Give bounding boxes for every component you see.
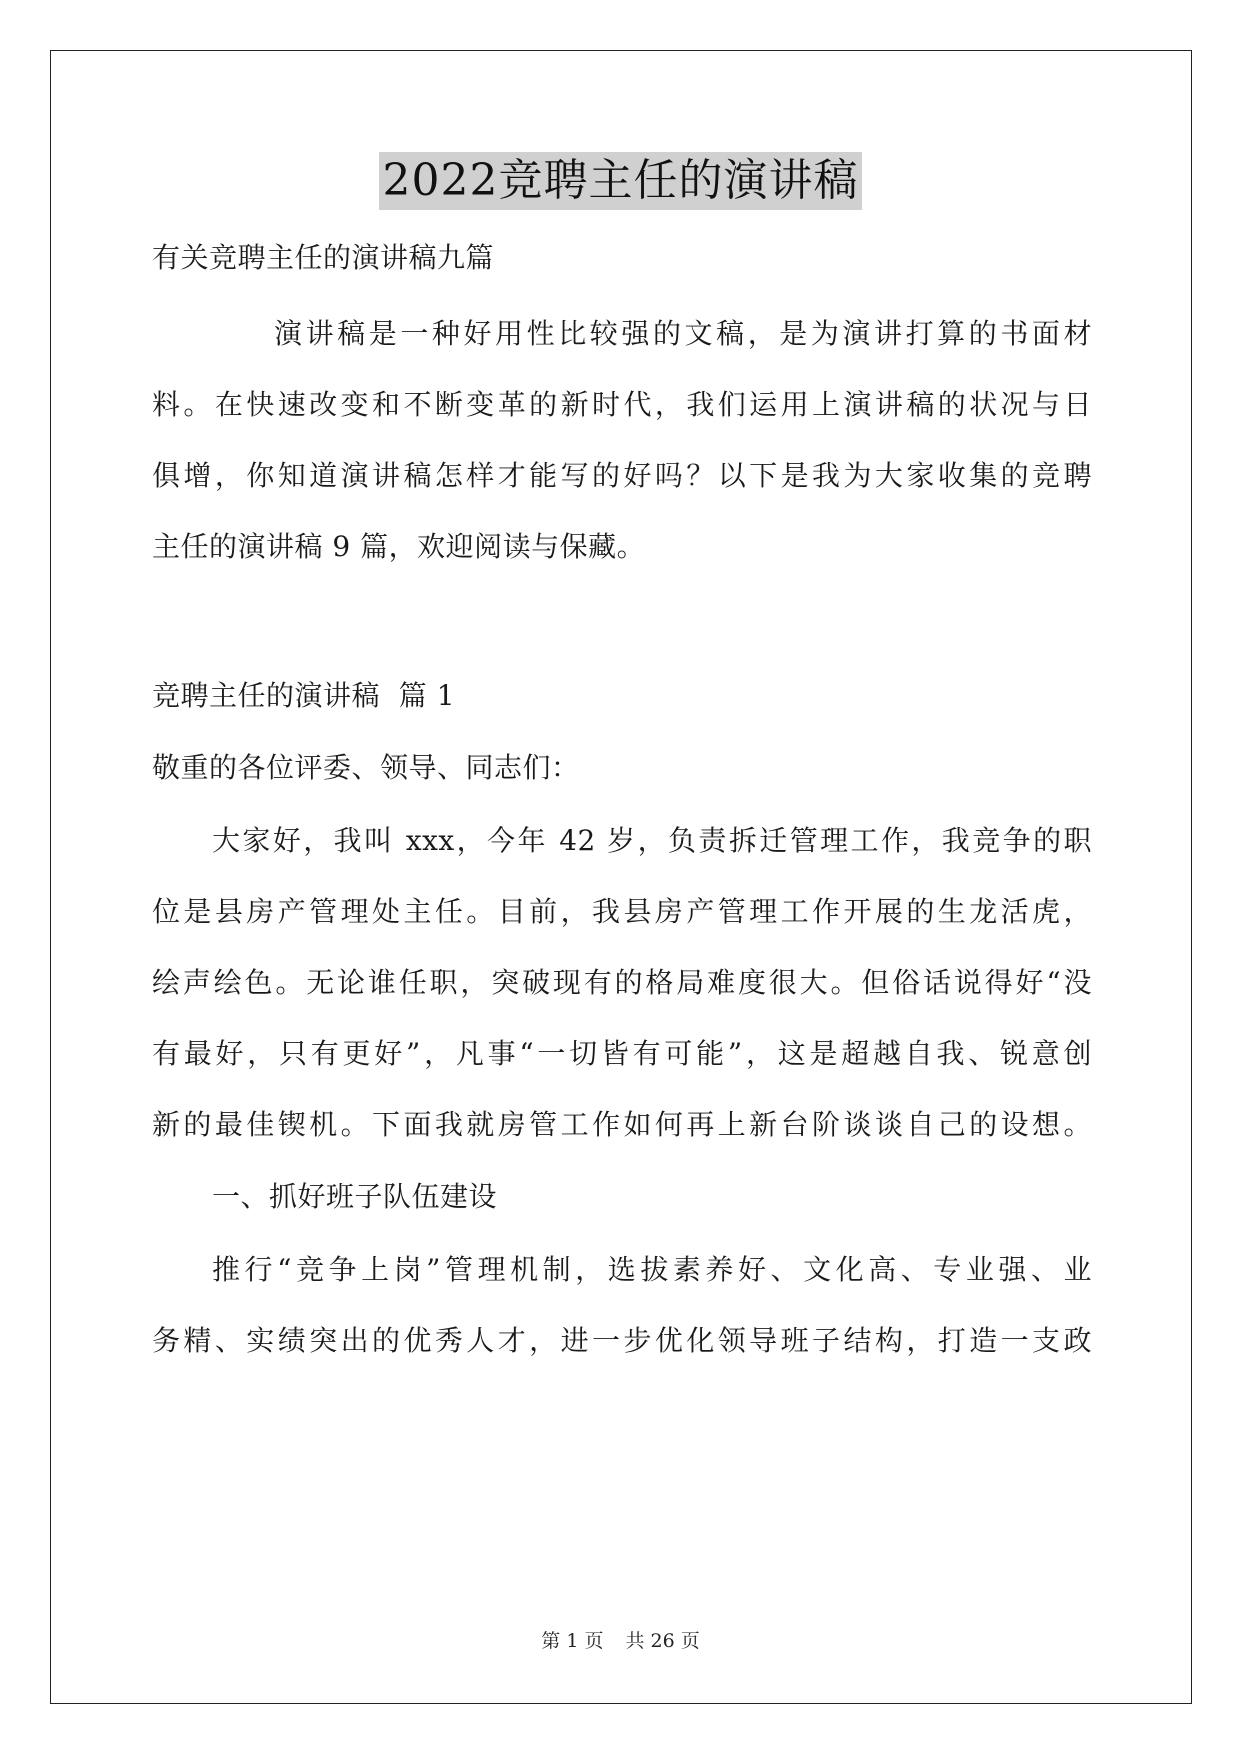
paragraph1-line-3: 绘声绘色。无论谁任职，突破现有的格局难度很大。但俗话说得好“没 (152, 966, 1092, 999)
paragraph2-line-1: 推行“竞争上岗”管理机制，选拔素养好、文化高、专业强、业 (212, 1253, 1092, 1286)
page-number: 第 1 页 (541, 1630, 604, 1652)
document-title: 2022竞聘主任的演讲稿 (379, 152, 863, 210)
paragraph2-line-2: 务精、实绩突出的优秀人才，进一步优化领导班子结构，打造一支政 (152, 1324, 1092, 1357)
intro-line-2: 料。在快速改变和不断变革的新时代，我们运用上演讲稿的状况与日 (152, 388, 1092, 421)
paragraph1-line-2: 位是县房产管理处主任。目前，我县房产管理工作开展的生龙活虎， (152, 895, 1092, 928)
page-footer (0, 1626, 1241, 1653)
paragraph1-line-1: 大家好，我叫 xxx，今年 42 岁，负责拆迁管理工作，我竞争的职 (212, 824, 1092, 857)
intro-line-3: 俱增，你知道演讲稿怎样才能写的好吗？以下是我为大家收集的竞聘 (152, 459, 1092, 492)
paragraph1-line-5: 新的最佳锲机。下面我就房管工作如何再上新台阶谈谈自己的设想。 (152, 1108, 1092, 1141)
point1-heading: 一、抓好班子队伍建设 (212, 1180, 498, 1213)
title-container (0, 152, 1241, 210)
page-border (50, 50, 1192, 1704)
intro-line-4: 主任的演讲稿 9 篇，欢迎阅读与保藏。 (152, 530, 646, 563)
intro-line-1: 演讲稿是一种好用性比较强的文稿，是为演讲打算的书面材 (274, 317, 1092, 350)
section-heading: 竞聘主任的演讲稿 篇 1 (152, 679, 456, 712)
salutation: 敬重的各位评委、领导、同志们： (152, 751, 580, 784)
page-total: 共 26 页 (625, 1630, 700, 1652)
paragraph1-line-4: 有最好，只有更好”，凡事“一切皆有可能”，这是超越自我、锐意创 (152, 1037, 1092, 1070)
document-subtitle: 有关竞聘主任的演讲稿九篇 (152, 241, 495, 274)
